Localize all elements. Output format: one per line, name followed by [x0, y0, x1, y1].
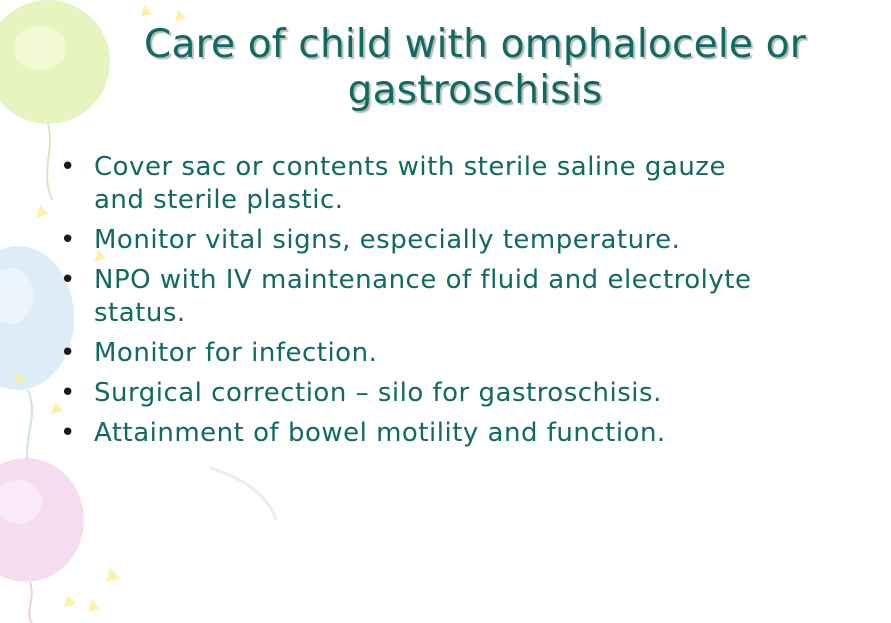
bullet-item	[60, 224, 886, 257]
bullet-list	[60, 151, 886, 457]
bullet-text-line: Surgical correction – silo for gastroschisis.	[94, 378, 662, 408]
slide-title	[60, 22, 890, 114]
bullet-icon: •	[60, 265, 76, 295]
bullet-item	[60, 264, 886, 330]
bullet-icon: •	[60, 225, 76, 255]
title-line-2: gastroschisis	[347, 68, 603, 113]
bullet-item	[60, 377, 886, 410]
bullet-item	[60, 337, 886, 370]
bullet-text-line: Monitor for infection.	[94, 338, 378, 368]
bullet-icon: •	[60, 378, 76, 408]
bullet-text-line: NPO with IV maintenance of fluid and electrolyte	[94, 265, 752, 295]
bullet-item	[60, 417, 886, 450]
bullet-icon: •	[60, 418, 76, 448]
bullet-text-line: Cover sac or contents with sterile saline gauze	[94, 152, 726, 182]
bullet-text-line: and sterile plastic.	[94, 185, 344, 215]
title-line-1: Care of child with omphalocele or	[144, 22, 806, 67]
bullet-icon: •	[60, 338, 76, 368]
bullet-text-line: status.	[94, 298, 186, 328]
bullet-text-line: Attainment of bowel motility and function.	[94, 418, 666, 448]
bullet-icon: •	[60, 152, 76, 182]
bullet-item	[60, 151, 886, 217]
bullet-text-line: Monitor vital signs, especially temperature.	[94, 225, 681, 255]
